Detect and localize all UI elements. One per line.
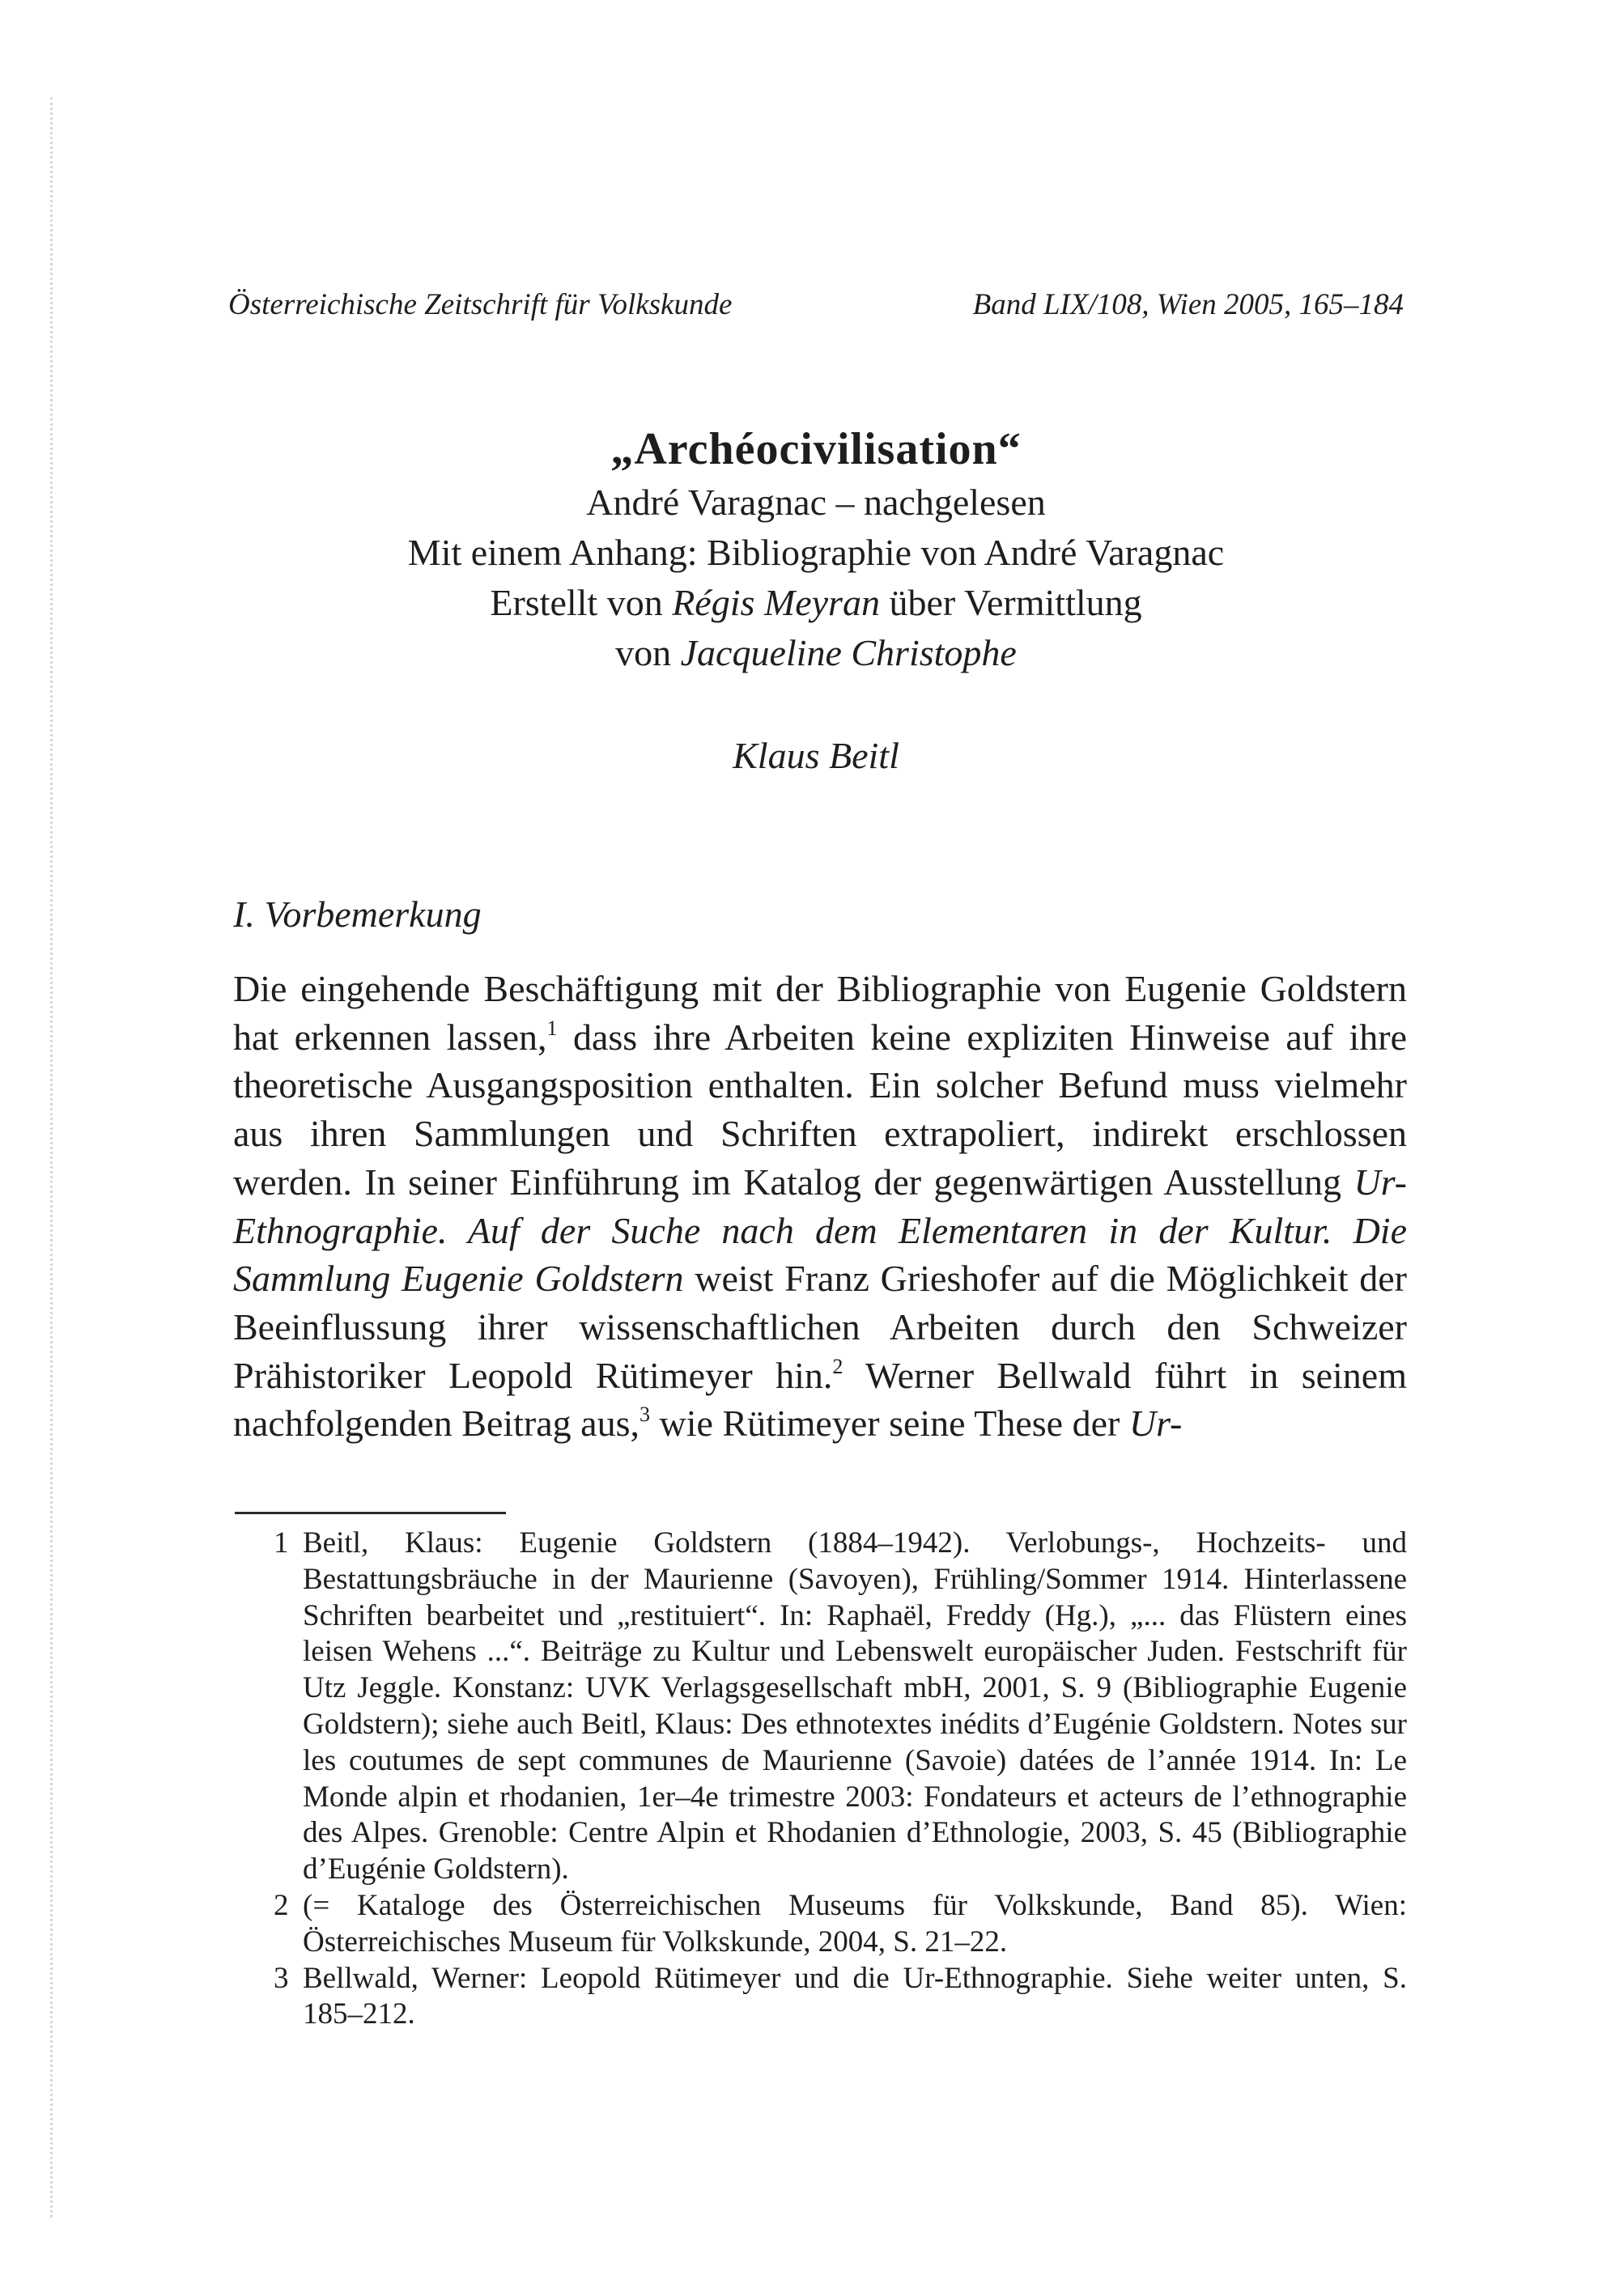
body-paragraph: [233, 965, 1407, 1448]
title-block: [228, 421, 1404, 780]
compiled-prefix: Erstellt von: [490, 582, 673, 623]
footnote-1: [235, 1526, 1407, 1888]
mediation-line: [228, 628, 1404, 678]
body-text-1: Die eingehende Beschäftigung mit der Bibliographie von Eugenie Goldstern hat erkennen lassen,: [233, 968, 1407, 1058]
compiler-name: Régis Meyran: [672, 582, 880, 623]
body-text-4: Werner Bellwald führt in seinem nachfolgenden Beitrag aus,: [233, 1354, 1407, 1445]
journal-title: Österreichische Zeitschrift für Volkskunde: [228, 288, 733, 321]
running-head: [228, 287, 1404, 336]
section-heading: I. Vorbemerkung: [233, 893, 482, 935]
footnote-number: 1: [274, 1526, 289, 1560]
footnote-text: Beitl, Klaus: Eugenie Goldstern (1884–1942). Verlobungs-, Hochzeits- und Bestattungsbräuche in der Maurienne (Savoyen), Frühling/Sommer 1914. Hinterlassene Schriften bearbeitet und „restituiert“. In: Raphaël, Freddy (Hg.), „... das Flüstern eines leisen Wehens ...“. Beiträge zu Kultur und Lebenswelt europäischer Juden. Festschrift für Utz Jeggle. Konstanz: UVK Verlagsgesellschaft mbH, 2001, S. 9 (Bibliographie Eugenie Goldstern); siehe auch Beitl, Klaus: Des ethnotextes inédits d’Eugénie Goldstern. Notes sur les coutumes de sept communes de Maurienne (Savoie) datées de l’année 1914. In: Le Monde alpin et rhodanien, 1er–4e trimestre 2003: Fondateurs et acteurs de l’ethnographie des Alpes. Grenoble: Centre Alpin et Rhodanien d’Ethnologie, 2003, S. 45 (Bibliographie d’Eugénie Goldstern).: [303, 1526, 1407, 1886]
body-italic-end: Ur-: [1128, 1403, 1183, 1445]
footnote-ref-2: 2: [832, 1354, 843, 1378]
mediator-name: Jacqueline Christophe: [680, 632, 1017, 673]
article-title: „Archéocivilisation“: [610, 424, 1022, 474]
body-text-5: wie Rütimeyer seine These der: [649, 1403, 1129, 1445]
footnote-ref-3: 3: [639, 1403, 650, 1427]
volume-info: Band LIX/108, Wien 2005, 165–184: [972, 288, 1404, 321]
footnotes: [235, 1526, 1407, 2033]
footnote-separator: [235, 1512, 506, 1514]
appendix-line: Mit einem Anhang: Bibliographie von André Varagnac: [407, 532, 1225, 573]
footnote-2: [235, 1888, 1407, 1961]
footnote-ref-1: 1: [546, 1016, 558, 1040]
article-subtitle: André Varagnac – nachgelesen: [586, 482, 1046, 523]
body-text-2: dass ihre Arbeiten keine expliziten Hinweise auf ihre theoretische Ausgangsposition enthalten. Ein solcher Befund muss vielmehr aus ihren Sammlungen und Schriften extrapoliert, indirekt erschlossen werden. In seiner Einführung im Katalog der gegenwärtigen Ausstellung: [233, 1016, 1407, 1203]
body-text-3: weist Franz Grieshofer auf die Möglichkeit der Beeinflussung ihrer wissenschaftlichen Arbeiten durch den Schweizer Prähistoriker Leopold Rütimeyer hin.: [233, 1258, 1407, 1396]
article-author: Klaus Beitl: [733, 735, 899, 776]
footnote-text: Bellwald, Werner: Leopold Rütimeyer und die Ur-Ethnographie. Siehe weiter unten, S. 185–212.: [303, 1961, 1407, 2031]
catalog-title: Ur-Ethnographie. Auf der Suche nach dem Elementaren in der Kultur. Die Sammlung Eugenie Goldstern: [233, 1161, 1407, 1300]
footnote-text: (= Kataloge des Österreichischen Museums für Volkskunde, Band 85). Wien: Österreichisches Museum für Volkskunde, 2004, S. 21–22.: [303, 1888, 1407, 1959]
footnote-number: 3: [274, 1961, 289, 1995]
footnote-3: [235, 1961, 1407, 2034]
compiled-suffix: über Vermittlung: [879, 582, 1142, 623]
mediation-prefix: von: [615, 632, 681, 673]
scan-edge-dots: [50, 97, 53, 2217]
compiled-by-line: [228, 578, 1404, 628]
footnote-number: 2: [274, 1888, 289, 1922]
